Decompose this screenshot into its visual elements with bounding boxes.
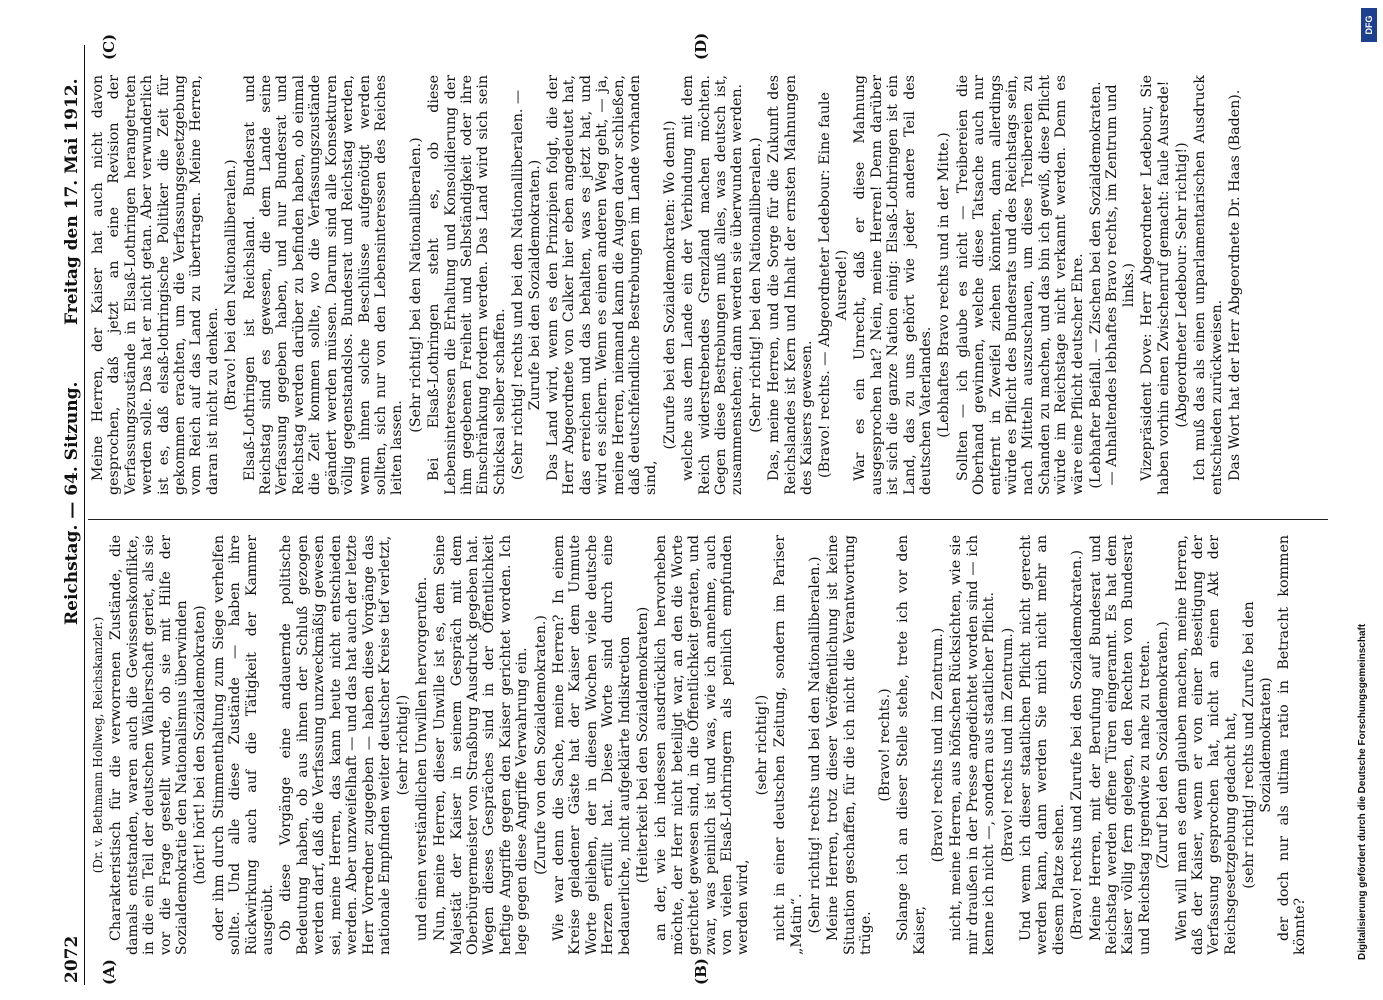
paragraph: Meine Herren, trotz dieser Veröffentlichung ist keine Situation geschaffen, für die ich nicht die Verantwortung trüge.	[825, 535, 875, 955]
interjection: (Heiterkeit bei den Sozialdemokraten)	[635, 606, 651, 884]
paragraph: Ich muß das als einen unparlamentarischen Ausdruck entschieden zurückweisen.	[1192, 75, 1225, 495]
interjection: (Bravo! rechts.)	[876, 688, 893, 802]
speaker-line: (Dr. v. Bethmann Hollweg, Reichskanzler.)	[91, 616, 105, 874]
paragraph: Charakteristisch für die verworrenen Zustände, die damals entstanden, waren auch die Gewissenskonflikte, in die ein Teil der deutschen Wählerschaft geriet, als sie vor die Frage gestellt wurde, ob sie mit Hilfe der Sozialdemokratie den Nationalismus überwinden	[108, 535, 191, 955]
paragraph: der doch nur als ultima ratio in Betracht kommen könnte?	[1276, 535, 1309, 955]
margin-letter-b: (B)	[692, 958, 710, 985]
margin-letter-a: (A)	[100, 959, 118, 985]
digitization-note	[1357, 120, 1379, 960]
interjection: (Bravo! bei den Nationalliberalen.)	[223, 159, 240, 411]
paragraph: Sollten — ich glaube es nicht — Treibereien die Oberhand gewinnen, welche diese Tatsache auch nur entfernt in Zweifel ziehen könnten, dann allerdings würde es Pflicht des Bundesrats und des Reichstags sein, nach Mitteln auszuschauen, um diese Treibereien zu Schanden zu machen, und das bin ich gewiß, diese Pflicht würde im Reichstage nicht verkannt werden. Denn es wäre eine Pflicht deutscher Ehre.	[954, 75, 1086, 495]
paragraph: Und wenn ich dieser staatlichen Pflicht nicht gerecht werden kann, dann werden Sie mich nicht mehr an diesem Platze sehen.	[1017, 535, 1067, 955]
session-date: Freitag den 17. Mai 1912.	[62, 78, 82, 325]
interjection: (Zurufe bei den Sozialdemokraten: Wo denn!)	[661, 120, 678, 450]
paragraph: Wen will man es denn glauben machen, meine Herren, daß der Kaiser, wenn er von einer Beseitigung der Verfassung gesprochen hat, nicht an einen Akt der Reichsgesetzgebung gedacht hat,	[1173, 535, 1239, 955]
session-title: Reichstag. — 64. Sitzung.	[62, 381, 82, 625]
paragraph: an der, wie ich indessen ausdrücklich hervorheben möchte, der Herr nicht beteiligt war, an den die Worte gerichtet gewesen sind, in die Öffentlichkeit geraten, und zwar, was peinlich ist und was, wie ich annehme, auch von vielen Elsaß-Lothringern als peinlich empfunden werden wird,	[653, 535, 752, 955]
margin-letter-c: (C)	[100, 33, 118, 60]
rotated-page	[62, 32, 1362, 985]
paragraph: und einen verständlichen Unwillen hervorgerufen.	[413, 576, 430, 941]
paragraph: Nun, meine Herren, dieser Unwille ist es, dem Seine Majestät der Kaiser in seinem Gespräch mit dem Oberbürgermeister von Straßburg Ausdruck gegeben hat. Wegen dieses Gespräches sind in der Öffentlichkeit heftige Angriffe gegen den Kaiser gerichtet worden. Ich lege gegen diese Angriffe Verwahrung ein.	[432, 535, 531, 955]
paragraph: nicht in einer deutschen Zeitung, sondern im Pariser „Matin“.	[772, 535, 805, 955]
interjection: (Lebhaftes Bravo rechts und in der Mitte.)	[936, 132, 953, 438]
interjection: (Zuruf bei den Sozialdemokraten.)	[1155, 621, 1172, 869]
interjection: (Bravo! rechts und Zurufe bei den Sozialdemokraten.)	[1069, 549, 1086, 941]
paragraph: oder ihm durch Stimmenthaltung zum Siege verhelfen sollte. Und alle diese Zustände — haben ihre Rückwirkung auch auf die Tätigkeit der Kammer ausgeübt.	[210, 535, 277, 955]
interjection: (Zurufe von den Sozialdemokraten.)	[532, 615, 549, 875]
interjection: (hört! hört! bei den Sozialdemokraten)	[192, 605, 209, 885]
interjection: (Sehr richtig! rechts und bei den Nationalliberalen.)	[807, 556, 824, 934]
paragraph: Meine Herren, mit der Berufung auf Bundesrat und Reichstag werden offene Türen eingerannt. Es hat dem Kaiser völlig fern gelegen, den Rechten von Bundesrat und Reichstag irgendwie zu nahe zu treten.	[1087, 535, 1153, 955]
paragraph: War es ein Unrecht, daß er diese Mahnung ausgesprochen hat? Nein, meine Herren! Denn darüber ist sich die ganze Nation einig: Elsaß-Lothringen ist ein Land, das zu uns gehört wie jeder andere Teil des deutschen Vaterlandes.	[852, 75, 934, 495]
interjection: (Bravo! rechts und im Zentrum.)	[929, 627, 946, 863]
interjection: (Lebhafter Beifall. — Zischen bei den Sozialdemokraten. — Anhaltendes lebhaftes Bravo rechts, im Zentrum und links.)	[1087, 81, 1137, 489]
paragraph: Das Land wird, wenn es den Prinzipien folgt, die der Herr Abgeordnete von Calker hier eben angedeutet hat, das erreichen und das behalten, was es jetzt hat, und wird es sichern. Wenn es einen anderen Weg geht, — ja, meine Herren, niemand kann die Augen davor schließen, daß deutschfeindliche Bestrebungen im Lande vorhanden sind,	[544, 75, 660, 495]
paragraph: nicht, meine Herren, aus höfischen Rücksichten, wie sie mir draußen in der Presse angedichtet worden sind — ich kenne ich nicht —, sondern aus staatlicher Pflicht.	[948, 535, 998, 955]
right-column	[90, 75, 1320, 495]
page-number: 2072	[62, 935, 82, 983]
paragraph: Bei Elsaß-Lothringen steht es, ob diese Lebensinteressen die Erhaltung und Konsolidierung der ihm gegebenen Freiheit und Selbständigkeit oder ihre Einschränkung fordern werden. Das Land wird sich sein Schicksal selber schaffen.	[426, 75, 508, 495]
paragraph: welche aus dem Lande ein der Verbindung mit dem Reich widerstrebendes Grenzland machen möchten. Gegen diese Bestrebungen muß alles, was deutsch ist, zusammenstehen; dann werden sie überwunden werden.	[680, 75, 746, 495]
paragraph: Elsaß-Lothringen ist Reichsland. Bundesrat und Reichstag sind es gewesen, die dem Lande seine Verfassung gegeben haben, und nur Bundesrat und Reichstag werden darüber zu befinden haben, ob einmal die Zeit kommen sollte, wo die Verfassungszustände geändert werden müssen. Darum sind alle Konsekturen völlig gegenstandslos. Bundesrat und Reichstag werden, wenn ihnen solche Beschlüsse aufgenötigt werden sollten, sich nur von den Lebensinteressen des Reiches leiten lassen.	[241, 75, 406, 495]
interjection: (Sehr richtig! bei den Nationalliberalen.)	[747, 137, 764, 433]
interjection: (Bravo! rechts und im Zentrum.)	[999, 627, 1016, 863]
running-head	[62, 45, 85, 985]
dfg-logo-icon	[1361, 8, 1377, 42]
interjection: (Sehr richtig! rechts und bei den Nationalliberalen. — Zurufe bei den Sozialdemokraten.)	[510, 89, 543, 481]
paragraph: Das, meine Herren, und die Sorge für die Zukunft des Reichslandes ist Kern und Inhalt der ernsten Mahnungen des Kaisers gewesen.	[766, 75, 816, 495]
paragraph: Vizepräsident Dove: Herr Abgeordneter Ledebour, Sie haben vorhin einen Zwischenruf gemacht: faule Ausrede!	[1139, 75, 1172, 495]
paragraph: Solange ich an dieser Stelle stehe, trete ich vor den Kaiser,	[895, 535, 928, 955]
margin-letter-d: (D)	[692, 32, 710, 60]
paragraph: Das Wort hat der Herr Abgeordnete Dr. Haas (Baden).	[1227, 89, 1244, 481]
interjection: (sehr richtig!)	[753, 694, 770, 796]
digitization-note-text: Digitalisierung gefördert durch die Deutsche Forschungsgemeinschaft	[1357, 623, 1368, 960]
interjection: (Bravo! rechts. — Abgeordneter Ledebour: Eine faule Ausrede!)	[817, 92, 850, 478]
interjection: (Abgeordneter Ledebour: Sehr richtig!)	[1174, 142, 1190, 428]
interjection: (sehr richtig! rechts und Zurufe bei den Sozialdemokraten)	[1241, 601, 1274, 889]
dfg-logo-text: DFG	[1364, 15, 1374, 35]
interjection: (Sehr richtig! bei den Nationalliberalen.)	[407, 137, 424, 433]
paragraph: Meine Herren, der Kaiser hat auch nicht davon gesprochen, daß jetzt an eine Revision der Verfassungszustände in Elsaß-Lothringen herangetreten werden solle. Das hat er nicht getan. Aber verwunderlich ist es, daß elsaß-lothringische Politiker die Zeit für gekommen erachten, um die Verfassungsgesetzgebung vom Reich auf das Land zu übertragen. Meine Herren, daran ist nicht zu denken.	[90, 75, 221, 495]
interjection: (sehr richtig!)	[395, 694, 412, 796]
paragraph: Wie war denn die Sache, meine Herren? In einem Kreise geladener Gäste hat der Kaiser dem Unmute Worte geliehen, der in diesen Wochen viele deutsche Herzen erfüllt hat. Diese Worte sind durch eine bedauerliche, nicht aufgeklärte Indiskretion	[550, 535, 633, 955]
left-column	[90, 535, 1320, 955]
column-divider	[88, 519, 1328, 520]
paragraph: Ob diese Vorgänge eine andauernde politische Bedeutung haben, ob aus ihnen der Schluß gezogen werden darf, daß die Verfassung unzweckmäßig gewesen sei, meine Herren, das kann heute nicht entschieden werden. Aber unzweifelhaft — und das hat auch der letzte Herr Vorredner zugegeben — haben diese Vorgänge das nationale Empfinden weiter deutscher Kreise tief verletzt,	[278, 535, 393, 955]
